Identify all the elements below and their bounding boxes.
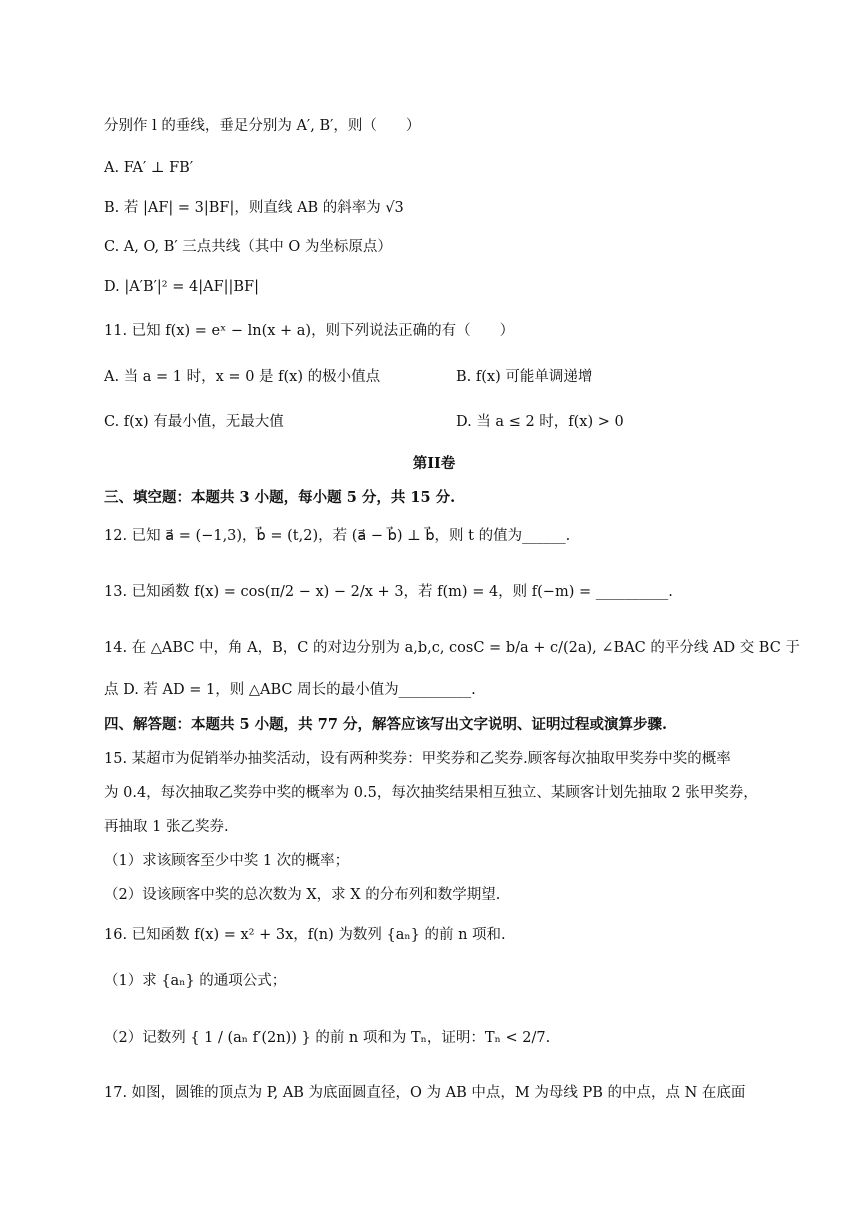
q15-line2: 为 0.4，每次抽取乙奖券中奖的概率为 0.5，每次抽奖结果相互独立、某顾客计划先抽取 2 张甲奖券，: [104, 785, 758, 801]
q16-part2: （2）记数列 { 1 / (aₙ f′(2n)) } 的前 n 项和为 Tₙ，证明：Tₙ < 2/7.: [104, 1030, 551, 1046]
part2-title: 第II卷: [412, 455, 456, 472]
q11-option-a: A. 当 a = 1 时，x = 0 是 f(x) 的极小值点: [104, 369, 381, 385]
section3-title: 三、填空题：本题共 3 小题，每小题 5 分，共 15 分.: [104, 489, 456, 506]
q11-option-d: D. 当 a ≤ 2 时，f(x) > 0: [456, 414, 624, 430]
q11-option-c: C. f(x) 有最小值，无最大值: [104, 414, 284, 430]
section4-title: 四、解答题：本题共 5 小题，共 77 分，解答应该写出文字说明、证明过程或演算步骤.: [104, 716, 668, 733]
q12: 12. 已知 a⃗ = (−1,3)，b⃗ = (t,2)，若 (a⃗ − b⃗) ⊥ b⃗，则 t 的值为______.: [104, 528, 571, 544]
q10-option-d: D. |A′B′|² = 4|AF||BF|: [104, 279, 260, 295]
q10-option-a: A. FA′ ⊥ FB′: [104, 160, 194, 176]
q14-line2: 点 D. 若 AD = 1，则 △ABC 周长的最小值为__________.: [104, 682, 476, 698]
q10-option-c: C. A, O, B′ 三点共线（其中 O 为坐标原点）: [104, 239, 392, 255]
q17-line1: 17. 如图，圆锥的顶点为 P, AB 为底面圆直径，O 为 AB 中点，M 为母线 PB 的中点，点 N 在底面: [104, 1085, 746, 1101]
q13: 13. 已知函数 f(x) = cos(π/2 − x) − 2/x + 3，若 f(m) = 4，则 f(−m) = __________.: [104, 584, 673, 600]
q11-option-b: B. f(x) 可能单调递增: [456, 369, 593, 385]
q15-part1: （1）求该顾客至少中奖 1 次的概率；: [104, 853, 350, 869]
q16-part1: （1）求 {aₙ} 的通项公式；: [104, 973, 287, 989]
q14-line1: 14. 在 △ABC 中，角 A，B，C 的对边分别为 a,b,c, cosC = b/a + c/(2a), ∠BAC 的平分线 AD 交 BC 于: [104, 640, 800, 656]
q16-stem: 16. 已知函数 f(x) = x² + 3x，f(n) 为数列 {aₙ} 的前 n 项和.: [104, 927, 506, 943]
q15-line1: 15. 某超市为促销举办抽奖活动，设有两种奖券：甲奖券和乙奖券.顾客每次抽取甲奖券中奖的概率: [104, 751, 731, 767]
q10-tail: 分别作 l 的垂线，垂足分别为 A′, B′，则（ ）: [104, 118, 421, 134]
q10-option-b: B. 若 |AF| = 3|BF|，则直线 AB 的斜率为 √3: [104, 200, 404, 216]
q15-line3: 再抽取 1 张乙奖券.: [104, 819, 229, 835]
q11-stem: 11. 已知 f(x) = eˣ − ln(x + a)，则下列说法正确的有（ ）: [104, 323, 515, 339]
q15-part2: （2）设该顾客中奖的总次数为 X，求 X 的分布列和数学期望.: [104, 887, 501, 903]
